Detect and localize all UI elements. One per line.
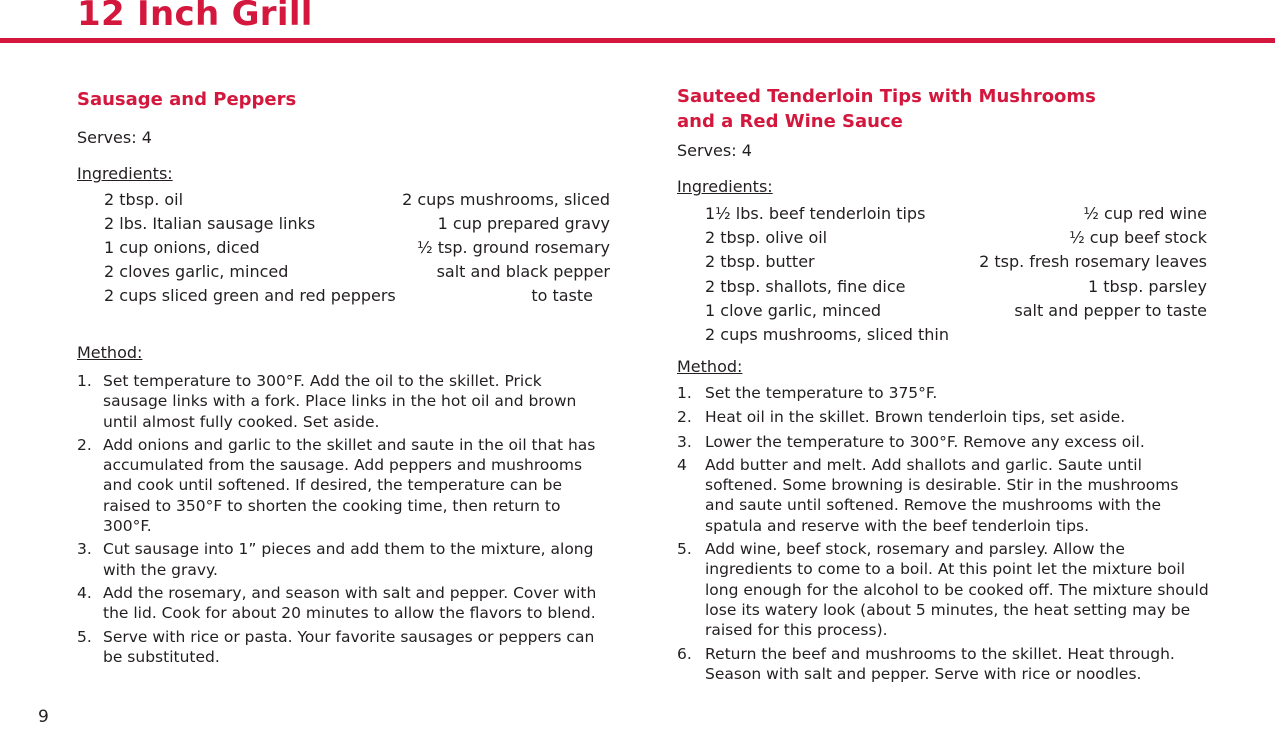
- page-title: 12 Inch Grill: [77, 0, 313, 34]
- method-step: [677, 539, 1210, 640]
- step-number: 5.: [77, 627, 92, 646]
- ingredient-right: 1 tbsp. parsley: [1088, 277, 1207, 296]
- step-number: 6.: [677, 644, 692, 663]
- page-number: 9: [38, 707, 49, 727]
- ingredient-left: 2 tbsp. shallots, fine dice: [705, 277, 906, 296]
- ingredient-row: [705, 275, 1207, 299]
- ingredient-row: [705, 323, 1207, 347]
- recipe-title-line2: and a Red Wine Sauce: [677, 111, 903, 132]
- step-number: 5.: [677, 540, 692, 559]
- ingredients-heading: Ingredients:: [677, 177, 773, 196]
- step-text: Add the rosemary, and season with salt and pepper. Cover with the lid. Cook for about 20 minutes to allow the flavors to blend.: [103, 583, 597, 623]
- ingredient-left: 2 cups sliced green and red peppers: [104, 286, 396, 305]
- ingredient-right: 1 cup prepared gravy: [437, 214, 610, 233]
- ingredient-right: ½ cup red wine: [1083, 204, 1207, 223]
- ingredient-row: [104, 284, 610, 308]
- ingredient-right: to taste: [531, 286, 593, 305]
- ingredient-right: 2 tsp. fresh rosemary leaves: [979, 252, 1207, 271]
- serves-text: Serves: 4: [677, 141, 752, 160]
- ingredient-left: 2 cloves garlic, minced: [104, 262, 289, 281]
- method-heading: Method:: [77, 343, 143, 362]
- ingredient-left: 1½ lbs. beef tenderloin tips: [705, 204, 926, 223]
- ingredients-heading: Ingredients:: [77, 164, 173, 183]
- step-text: Add onions and garlic to the skillet and saute in the oil that has accumulated from the sausage. Add peppers and mushrooms and cook until softened. If desired, the temperature can be raised to 350°F to shorten the cooking time, then return to 300°F.: [103, 435, 596, 536]
- ingredient-row: [104, 236, 610, 260]
- step-number: 1.: [77, 372, 92, 390]
- ingredient-row: [705, 299, 1207, 323]
- ingredient-row: [705, 202, 1207, 226]
- ingredient-left: 2 lbs. Italian sausage links: [104, 214, 316, 233]
- method-step: [77, 627, 610, 668]
- method-steps: [677, 383, 1210, 684]
- method-heading: Method:: [677, 357, 743, 376]
- step-text: Add butter and melt. Add shallots and garlic. Saute until softened. Some browning is desirable. Stir in the mushrooms and saute until softened. Remove the mushrooms with the spatula and reserve with the beef tenderloin tips.: [705, 455, 1179, 535]
- step-number: 2.: [677, 408, 692, 427]
- ingredient-left: 2 tbsp. oil: [104, 190, 184, 209]
- recipe-title-line1: Sauteed Tenderloin Tips with Mushrooms: [677, 86, 1096, 107]
- ingredient-row: [104, 212, 610, 236]
- step-text: Serve with rice or pasta. Your favorite sausages or peppers can be substituted.: [103, 627, 595, 666]
- ingredient-left: 2 tbsp. butter: [705, 252, 815, 271]
- step-number: 4: [677, 455, 687, 474]
- step-number: 3.: [77, 540, 92, 559]
- ingredient-right: ½ tsp. ground rosemary: [417, 238, 610, 257]
- ingredient-row: [104, 188, 610, 212]
- method-step: [77, 539, 610, 580]
- ingredient-right: salt and black pepper: [436, 262, 610, 281]
- step-number: 2.: [77, 435, 92, 454]
- method-step: [77, 371, 610, 432]
- step-text: Set temperature to 300°F. Add the oil to the skillet. Prick sausage links with a fork. Place links in the hot oil and brown until almost fully cooked. Set aside.: [103, 372, 577, 431]
- step-text: Heat oil in the skillet. Brown tenderloin tips, set aside.: [705, 408, 1126, 427]
- method-step: [677, 432, 1210, 452]
- ingredient-left: 2 cups mushrooms, sliced thin: [705, 325, 949, 344]
- step-text: Add wine, beef stock, rosemary and parsley. Allow the ingredients to come to a boil. At this point let the mixture boil long enough for the alcohol to be cooked off. The mixture should lose its watery look (about 5 minutes, the heat setting may be raised for this process).: [705, 540, 1209, 640]
- recipe-title: Sausage and Peppers: [77, 89, 297, 110]
- method-step: [77, 583, 610, 624]
- step-text: Return the beef and mushrooms to the skillet. Heat through. Season with salt and pepper. Serve with rice or noodles.: [705, 644, 1175, 683]
- ingredient-right: ½ cup beef stock: [1069, 228, 1207, 247]
- step-number: 1.: [677, 384, 692, 402]
- ingredient-row: [104, 260, 610, 284]
- ingredient-right: 2 cups mushrooms, sliced: [402, 190, 610, 209]
- step-text: Set the temperature to 375°F.: [705, 384, 938, 402]
- serves-text: Serves: 4: [77, 128, 152, 147]
- title-divider: [0, 38, 1275, 43]
- method-step: [677, 644, 1210, 685]
- method-step: [677, 383, 1210, 403]
- method-steps: [77, 371, 610, 667]
- ingredient-left: 2 tbsp. olive oil: [705, 228, 828, 247]
- ingredient-row: [705, 226, 1207, 250]
- step-text: Cut sausage into 1” pieces and add them to the mixture, along with the gravy.: [103, 540, 594, 579]
- ingredient-right: salt and pepper to taste: [1014, 301, 1207, 320]
- ingredient-left: 1 cup onions, diced: [104, 238, 260, 257]
- ingredient-left: 1 clove garlic, minced: [705, 301, 882, 320]
- method-step: [77, 435, 610, 536]
- step-text: Lower the temperature to 300°F. Remove any excess oil.: [705, 432, 1145, 451]
- ingredient-row: [705, 250, 1207, 274]
- step-number: 4.: [77, 583, 92, 602]
- method-step: [677, 407, 1210, 427]
- method-step: [677, 455, 1210, 536]
- step-number: 3.: [677, 432, 692, 451]
